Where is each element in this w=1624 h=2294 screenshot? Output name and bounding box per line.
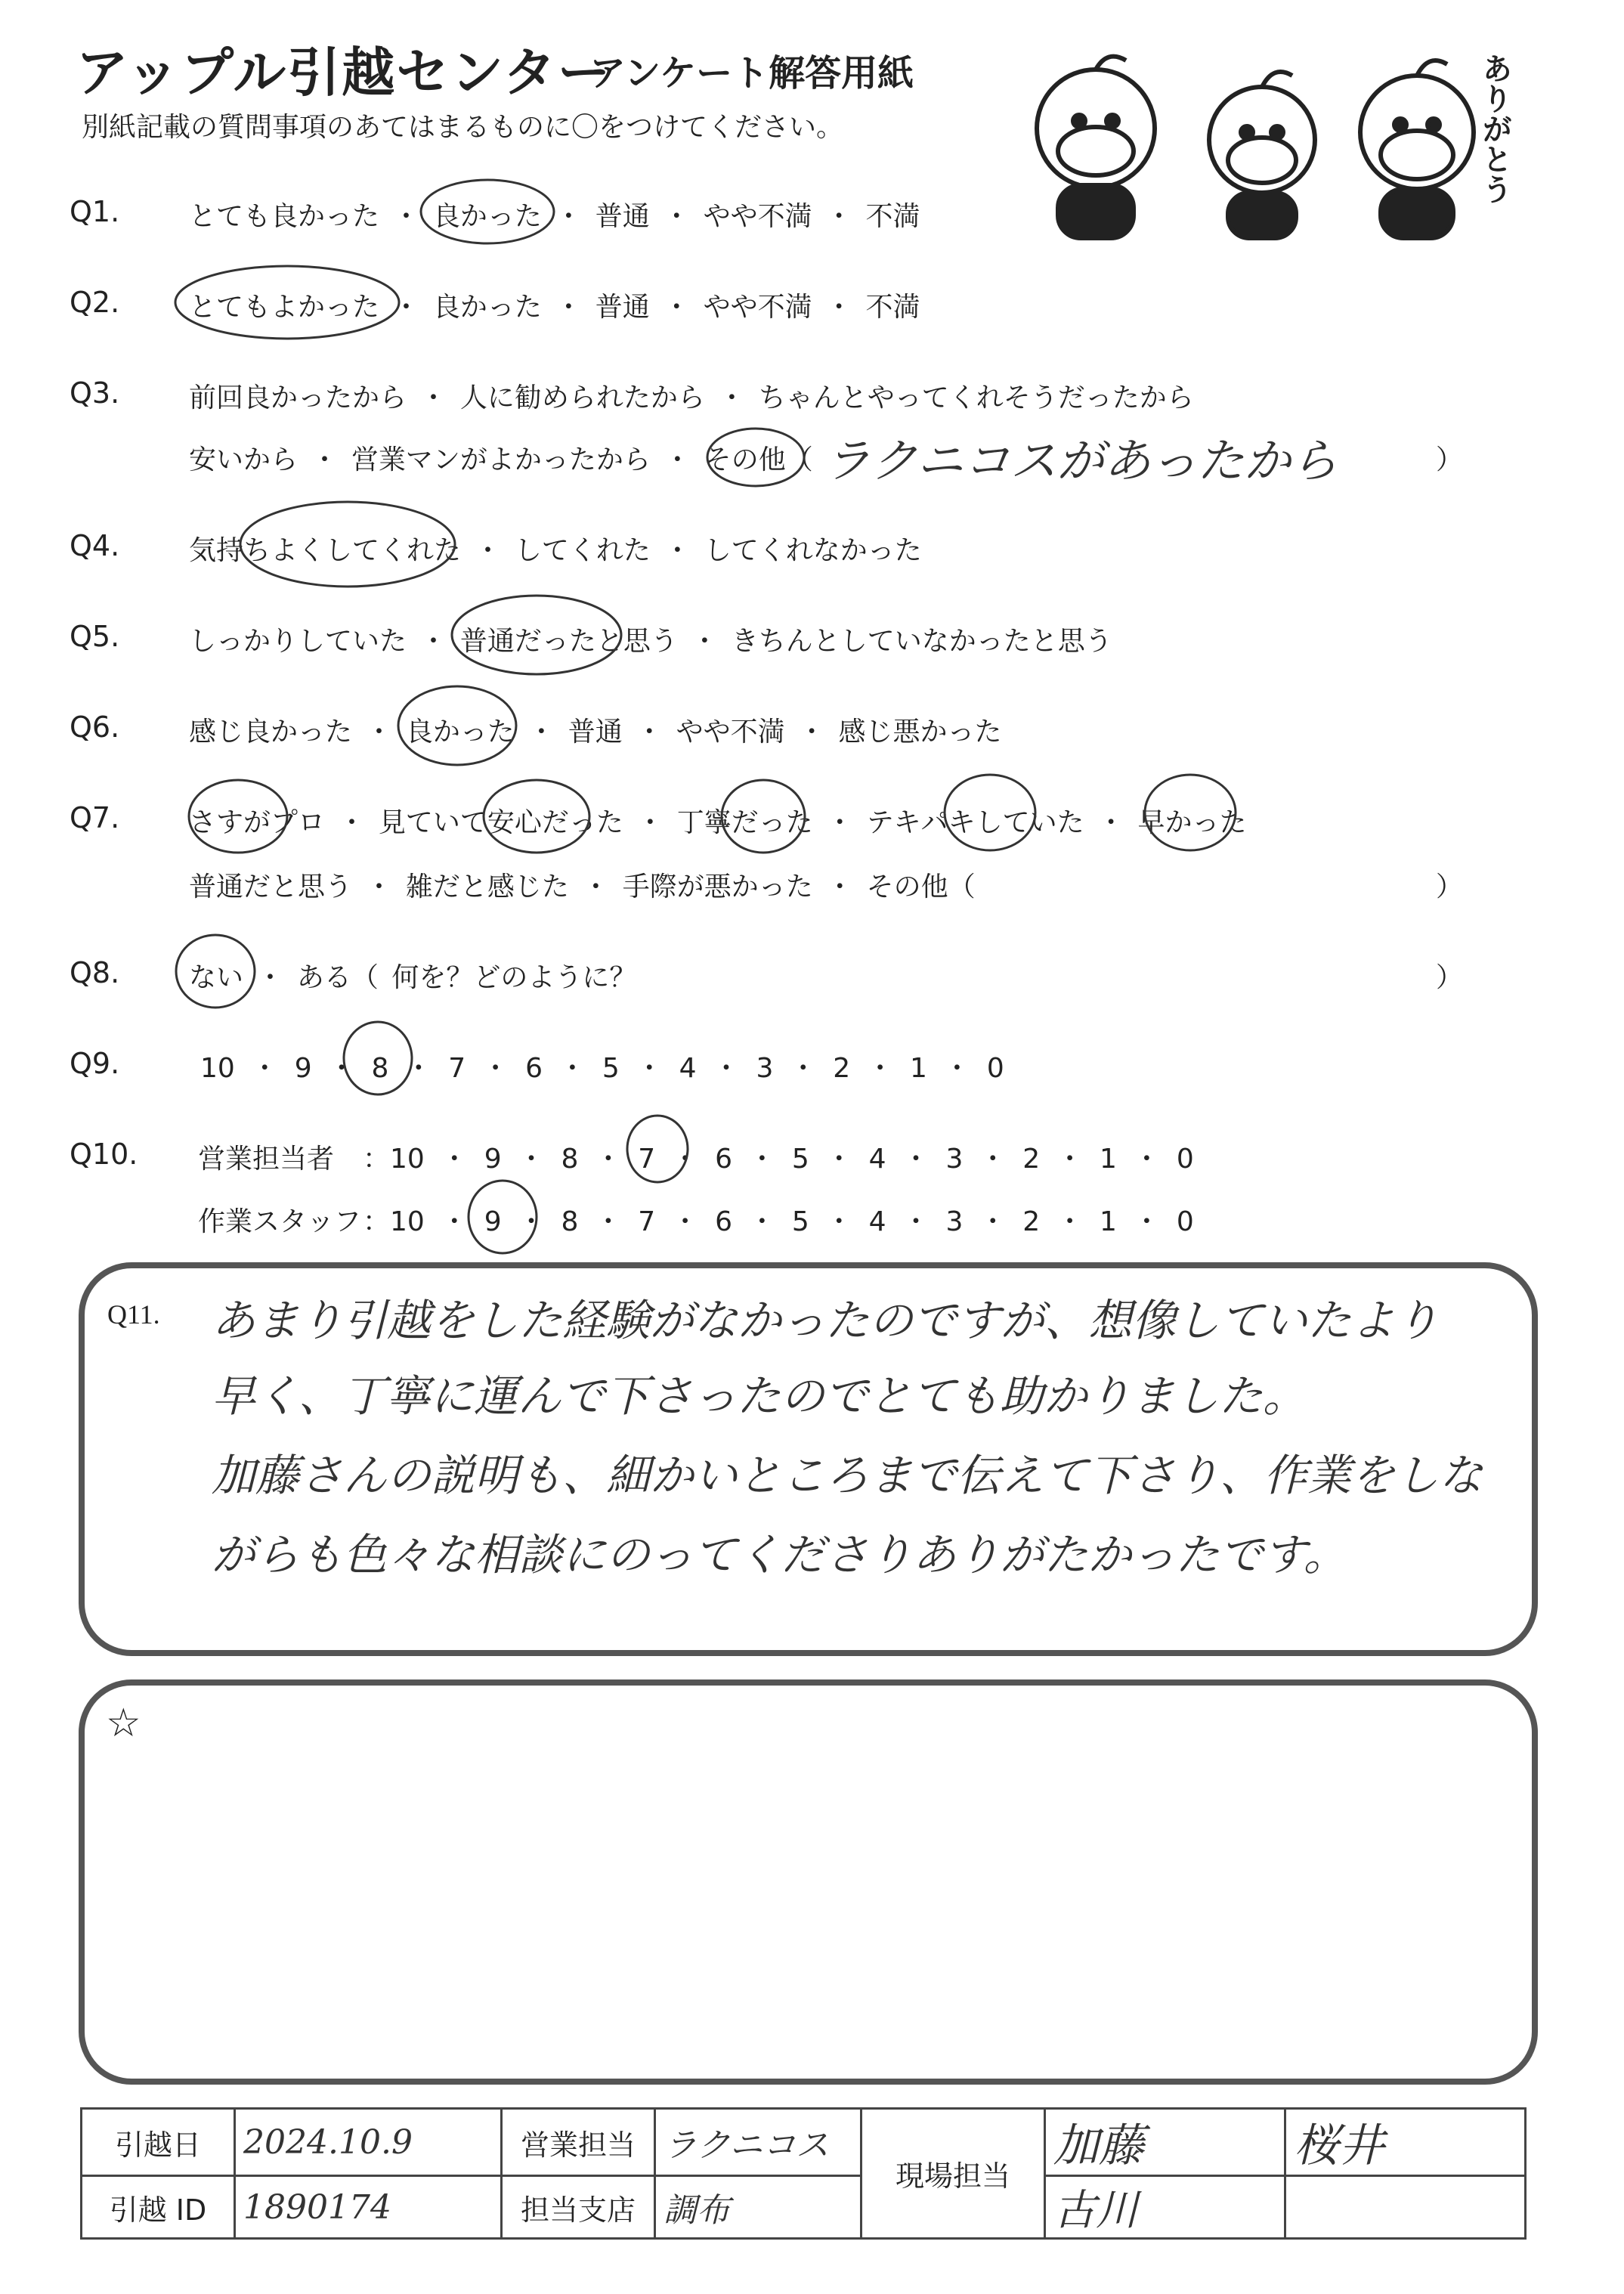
q1-options: とても良かった ・ 良かった ・ 普通 ・ やや不満 ・ 不満 [189,201,920,232]
q10-label: Q10. [70,1138,138,1171]
branch-label: 担当支店 [502,2176,655,2239]
q3-other-handwritten: ラクニコスがあったから [824,433,1338,488]
q9-answer-circle [336,1017,419,1100]
q2-options: とてもよかった ・ 良かった ・ 普通 ・ やや不満 ・ 不満 [189,292,920,323]
move-date-value: 2024.10.9 [235,2109,502,2176]
q10-staff-options: ：10 ・ 9 ・ 8 ・ 7 ・ 6 ・ 5 ・ 4 ・ 3 ・ 2 ・ 1 ・ 0 [363,1206,1194,1237]
q11-comment-line: 早く、丁寧に運んで下さったのでとても助かりました。 [212,1370,1307,1422]
instruction-text: 別紙記載の質問事項のあてはまるものに〇をつけてください。 [82,112,844,143]
company-title: アップル引越センター [76,42,612,104]
q7-label: Q7. [70,801,120,834]
q7-line1: さすがプロ ・ 見ていて安心だった ・ 丁寧だった ・ テキパキしていた ・ 早かった [189,807,1247,838]
site-staff-3: 古川 [1045,2176,1285,2239]
footer-table [80,2107,1527,2240]
q8-label: Q8. [70,956,120,989]
star-icon: ☆ [106,1701,141,1746]
form-title: アンケート解答用紙 [589,52,914,94]
q3-label: Q3. [70,376,120,410]
q3-line1: 前回良かったから ・ 人に勧められたから ・ ちゃんとやってくれそうだったから [189,382,1194,413]
q6-label: Q6. [70,710,120,744]
q10-sales-label: 営業担当者 [198,1144,335,1175]
q4-answer-circle [234,495,461,593]
sales-value: ラクニコス [655,2109,861,2176]
q5-label: Q5. [70,620,120,653]
q7-close-paren: ） [1436,871,1464,902]
site-staff-1: 加藤 [1045,2109,1285,2176]
q8-close-paren: ） [1436,962,1464,993]
q5-answer-circle [446,590,627,680]
mascot-illustration [1005,45,1534,242]
mascot-caption: ありがとう [1477,53,1512,204]
q7-line2: 普通だと思う ・ 雑だと感じた ・ 手際が悪かった ・ その他（ [189,871,976,902]
q8-options: ない ・ ある（ 何を？どのように？ [189,962,637,993]
q4-label: Q4. [70,529,120,562]
q6-answer-circle [393,680,521,771]
q3-line2: 安いから ・ 営業マンがよかったから ・ その他（ [189,444,813,475]
move-id-label: 引越 ID [82,2176,235,2239]
sales-label: 営業担当 [502,2109,655,2176]
q3-close-paren: ） [1436,444,1464,475]
q2-label: Q2. [70,286,120,319]
q11-comment-line: あまり引越をした経験がなかったのですが、想像していたより [212,1295,1440,1346]
mascot-2 [1209,72,1315,238]
q1-answer-circle [416,174,559,249]
site-staff-2: 桜井 [1285,2109,1526,2176]
q2-answer-circle [170,261,404,344]
q10-staff-label: 作業スタッフ [198,1206,362,1237]
site-staff-empty [1285,2176,1526,2239]
q11-comment-line: がらも色々な相談にのってくださりありがたかったです。 [212,1529,1347,1580]
q8-answer-circle [170,930,261,1013]
mascot-3 [1360,60,1474,238]
q10-sales-options: ：10 ・ 9 ・ 8 ・ 7 ・ 6 ・ 5 ・ 4 ・ 3 ・ 2 ・ 1 ・ 0 [363,1144,1194,1175]
q10-staff-answer-circle [461,1175,544,1258]
q9-label: Q9. [70,1047,120,1080]
move-id-value: 1890174 [235,2176,502,2239]
branch-value: 調布 [655,2176,861,2239]
q9-options: 10 ・ 9 ・ 8 ・ 7 ・ 6 ・ 5 ・ 4 ・ 3 ・ 2 ・ 1 ・ 0 [200,1053,1004,1084]
move-date-label: 引越日 [82,2109,235,2176]
q11-label: Q11. [107,1299,160,1330]
q3-answer-circle [703,423,809,491]
q11-comment-line: 加藤さんの説明も、細かいところまで伝えて下さり、作業をしな [212,1450,1483,1501]
q1-label: Q1. [70,195,120,228]
q5-options: しっかりしていた ・ 普通だったと思う ・ きちんとしていなかったと思う [189,626,1112,657]
q4-options: 気持ちよくしてくれた ・ してくれた ・ してくれなかった [189,535,922,566]
q10-sales-answer-circle [620,1111,695,1187]
q7-answer-circles [181,771,1285,862]
site-label: 現場担当 [861,2109,1045,2239]
star-comment-box [79,1679,1538,2085]
mascot-1 [1037,57,1155,238]
q6-options: 感じ良かった ・ 良かった ・ 普通 ・ やや不満 ・ 感じ悪かった [189,717,1002,748]
